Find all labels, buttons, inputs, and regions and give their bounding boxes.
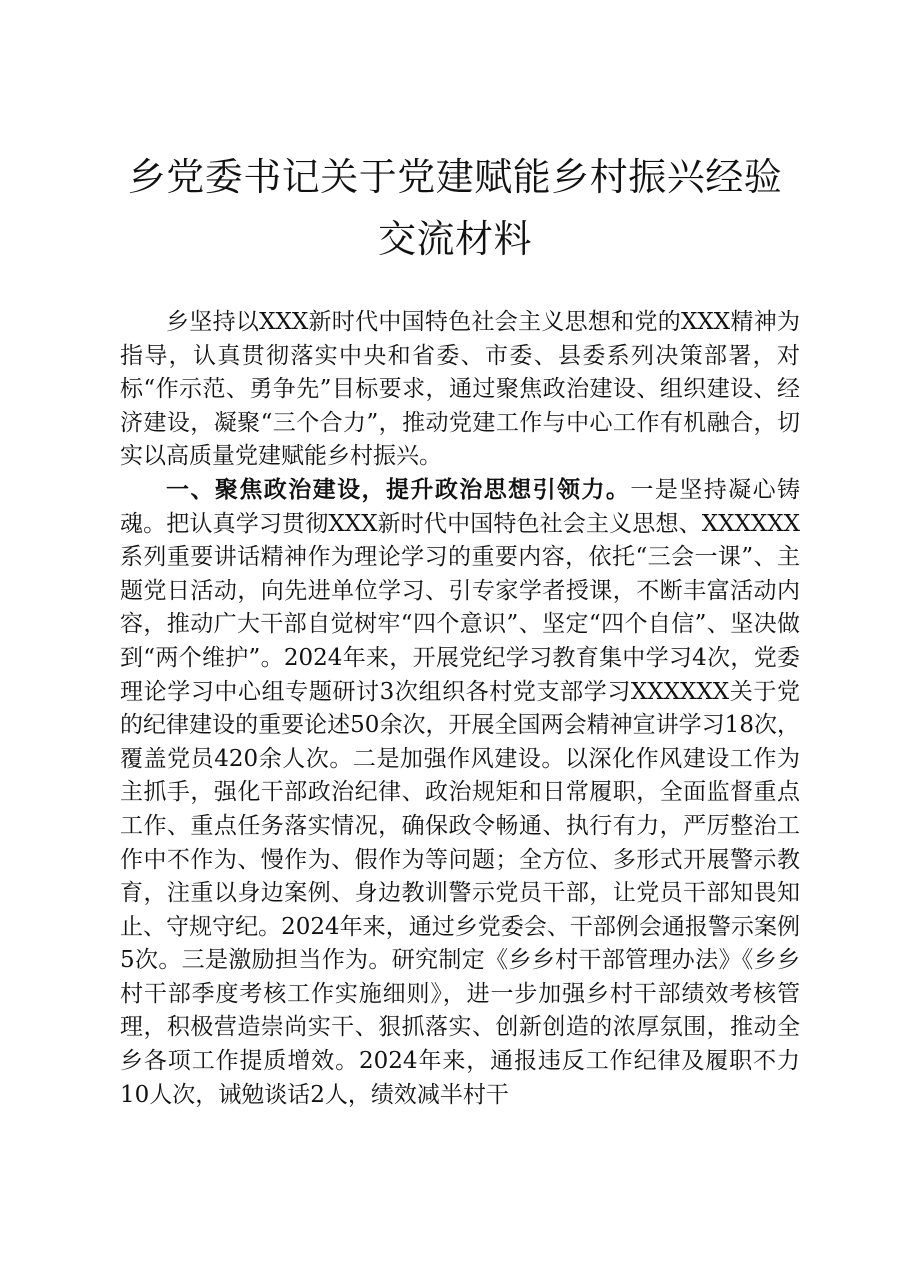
intro-paragraph: [120, 306, 800, 474]
section-one-heading: 一、聚焦政治建设，提升政治思想引领力。: [166, 476, 631, 503]
document-title: 乡党委书记关于党建赋能乡村振兴经验交流材料: [127, 155, 783, 261]
document-body: [120, 306, 800, 1112]
section-one-text: 一是坚持凝心铸魂。把认真学习贯彻XXX新时代中国特色社会主义思想、XXXXXX系列重要讲话精神作为理论学习的重要内容，依托“三会一课”、主题党日活动，向先进单位学习、引专家学者授课，不断丰富活动内容，推动广大干部自觉树牢“四个意识”、坚定“四个自信”、坚决做到“两个维护”。2024年来，开展党纪学习教育集中学习4次，党委理论学习中心组专题研讨3次组织各村党支部学习XXXXXX关于党的纪律建设的重要论述50余次，开展全国两会精神宣讲学习18次，覆盖党员420余人次。二是加强作风建设。以深化作风建设工作为主抓手，强化干部政治纪律、政治规矩和日常履职，全面监督重点工作、重点任务落实情况，确保政令畅通、执行有力，严厉整治工作中不作为、慢作为、假作为等问题；全方位、多形式开展警示教育，注重以身边案例、身边教训警示党员干部，让党员干部知畏知止、守规守纪。2024年来，通过乡党委会、干部例会通报警示案例5次。三是激励担当作为。研究制定《乡乡村干部管理办法》《乡乡村干部季度考核工作实施细则》，进一步加强乡村干部绩效考核管理，积极营造崇尚实干、狠抓落实、创新创造的浓厚氛围，推动全乡各项工作提质增效。2024年来，通报违反工作纪律及履职不力10人次，诫勉谈话2人，绩效减半村干: [120, 476, 801, 1108]
intro-paragraph-text: 乡坚持以XXX新时代中国特色社会主义思想和党的XXX精神为指导，认真贯彻落实中央和省委、市委、县委系列决策部署，对标“作示范、勇争先”目标要求，通过聚焦政治建设、组织建设、经济建设，凝聚“三个合力”，推动党建工作与中心工作有机融合，切实以高质量党建赋能乡村振兴。: [120, 309, 800, 470]
section-one-paragraph: [120, 474, 800, 1112]
